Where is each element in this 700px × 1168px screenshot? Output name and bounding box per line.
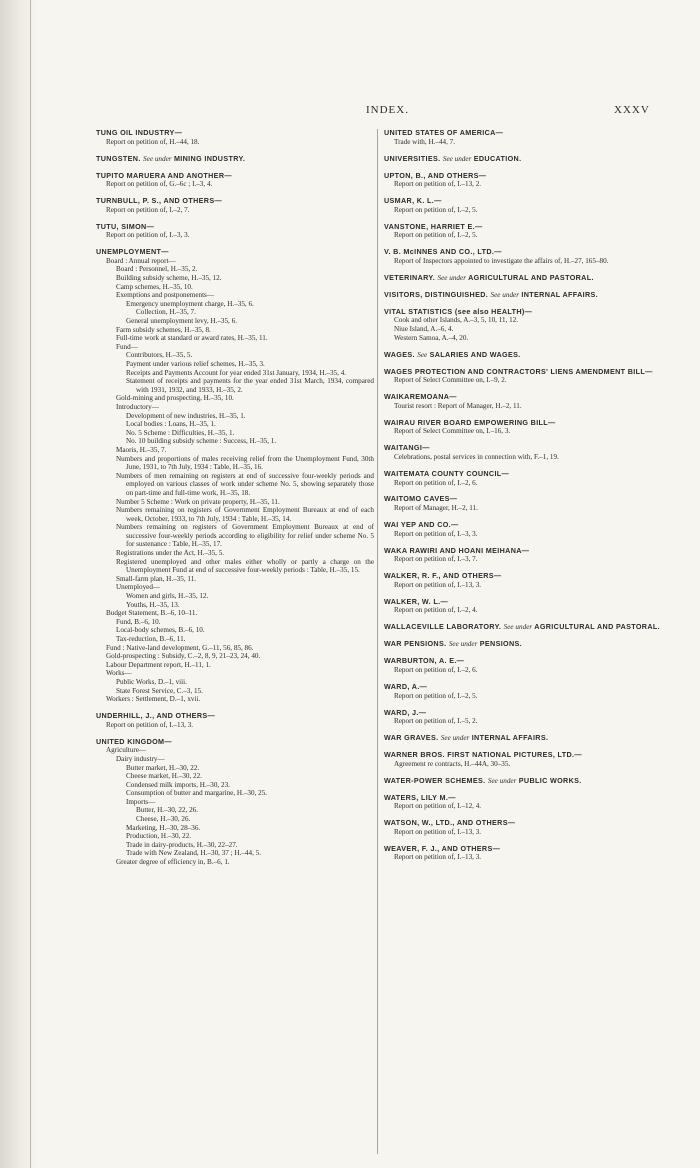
index-column-left	[96, 129, 374, 867]
index-subentry: Numbers remaining on registers of Government Employment Bureaux at end of each week, October, 1933, to 7th July, 1934 : Table, H.–35, 14.	[116, 506, 374, 523]
index-entry	[384, 521, 662, 538]
index-heading	[384, 794, 662, 803]
index-subentry: Greater degree of efficiency in, B.–6, 1.	[116, 858, 230, 867]
index-heading	[384, 495, 662, 504]
index-entry	[384, 351, 662, 360]
index-subentry: Labour Department report, H.–11, 1.	[106, 660, 211, 669]
index-subentry: Contributors, H.–35, 5.	[126, 351, 193, 360]
index-subentry: Report on petition of, I.–13, 3.	[394, 853, 482, 862]
index-subentry: Exemptions and postponements—	[116, 291, 214, 300]
index-heading	[384, 521, 662, 530]
see-under-text: See under	[437, 273, 467, 282]
index-subentry: Trade in dairy-products, H.–30, 22–27.	[126, 840, 238, 849]
index-heading	[384, 197, 662, 206]
index-subentry: Report on petition of, I.–2, 5.	[394, 691, 478, 700]
see-under-text: See under	[490, 290, 520, 299]
index-subentry: Butter market, H.–30, 22.	[126, 763, 200, 772]
index-entry	[384, 572, 662, 589]
index-heading	[384, 547, 662, 556]
page-binding-edge	[0, 0, 38, 1168]
index-subentry: Development of new industries, H.–35, 1.	[126, 411, 246, 420]
index-heading	[96, 172, 374, 181]
index-entry	[96, 172, 374, 189]
index-subentry: Budget Statement, B.–6, 10–11.	[106, 609, 198, 618]
index-heading-text: TUTU, SIMON—	[96, 221, 155, 231]
index-heading-text: WALLACEVILLE LABORATORY.	[384, 622, 502, 632]
index-heading	[384, 368, 662, 377]
index-heading-text: WAGES.	[384, 349, 415, 359]
see-under-text: See under	[503, 623, 533, 632]
index-subentry: Tax-reduction, B.–6, 11.	[116, 635, 186, 644]
index-subentry: Report on petition of, I.–2, 6.	[394, 665, 478, 674]
index-entry	[384, 444, 662, 461]
see-under-text: See under	[440, 734, 470, 743]
index-heading-text: WARBURTON, A. E.—	[384, 656, 465, 666]
index-subentry: No. 5 Scheme : Difficulties, H.–35, 1.	[126, 428, 235, 437]
cross-reference: SALARIES AND WAGES.	[429, 349, 521, 359]
index-subentry: Emergency unemployment charge, H.–35, 6.	[126, 299, 254, 308]
index-heading-text: WAI YEP AND CO.—	[384, 520, 459, 530]
index-heading-text: WALKER, R. F., AND OTHERS—	[384, 571, 502, 581]
index-heading-text: WATERS, LILY M.—	[384, 792, 456, 802]
index-subentry: Condensed milk imports, H.–30, 23.	[126, 780, 230, 789]
index-heading-text: V. B. McINNES AND CO., LTD.—	[384, 247, 502, 257]
index-heading-text: UNEMPLOYMENT—	[96, 247, 169, 257]
index-subentry: Report on petition of, I.–13, 2.	[394, 180, 482, 189]
see-under-text: See under	[442, 154, 472, 163]
index-subentry: Cheese, H.–30, 26.	[136, 815, 191, 824]
index-entry	[384, 751, 662, 768]
index-heading	[384, 444, 662, 453]
index-heading-text: UNITED STATES OF AMERICA—	[384, 128, 504, 137]
index-heading	[384, 623, 662, 632]
index-subentry: Report on petition of, I.–3, 3.	[106, 231, 190, 240]
index-heading-text: USMAR, K. L.—	[384, 196, 442, 206]
index-heading	[384, 819, 662, 828]
index-subentry: Small-farm plan, H.–35, 11.	[116, 574, 197, 583]
index-subentry: Introductory—	[116, 402, 159, 411]
index-heading	[384, 640, 662, 649]
index-heading	[384, 351, 662, 360]
index-entry	[384, 547, 662, 564]
index-subentry: Works—	[106, 669, 132, 678]
index-entry	[384, 129, 662, 146]
index-subentry: Local bodies : Loans, H.–35, 1.	[126, 420, 216, 429]
index-subentry: Report on petition of, I.–2, 5.	[394, 205, 478, 214]
index-heading-text: WAIRAU RIVER BOARD EMPOWERING BILL—	[384, 417, 556, 427]
index-subentry: Report of Select Committee on, I.–16, 3.	[394, 427, 511, 436]
cross-reference: INTERNAL AFFAIRS.	[471, 733, 549, 743]
cross-reference: PUBLIC WORKS.	[518, 775, 582, 785]
index-heading	[384, 274, 662, 283]
index-entry	[96, 197, 374, 214]
index-heading	[384, 129, 662, 138]
index-subentry: Western Samoa, A.–4, 20.	[394, 333, 469, 342]
index-entry	[96, 248, 374, 703]
index-subentry: No. 10 building subsidy scheme : Success, H.–35, 1.	[126, 437, 277, 446]
index-subentry: General unemployment levy, H.–35, 6.	[126, 317, 237, 326]
index-subentry: Full-time work at standard or award rates, H.–35, 11.	[116, 334, 268, 343]
index-heading-text: WEAVER, F. J., AND OTHERS—	[384, 843, 501, 853]
index-subentry: Report on petition of, G.–6c ; I.–3, 4.	[106, 180, 213, 189]
index-heading-text: UNITED KINGDOM—	[96, 736, 172, 746]
index-heading	[384, 419, 662, 428]
page-header	[0, 104, 700, 120]
index-heading	[384, 683, 662, 692]
index-subentry: Building subsidy scheme, H.–35, 12.	[116, 274, 222, 283]
index-entry	[384, 734, 662, 743]
index-subentry: Camp schemes, H.–35, 10.	[116, 282, 193, 291]
index-heading	[96, 223, 374, 232]
index-entry	[384, 709, 662, 726]
index-entry	[384, 223, 662, 240]
index-subentry: Fund—	[116, 342, 138, 351]
index-subentry: Report on petition of, I.–2, 4.	[394, 606, 478, 615]
index-subentry: Report on petition of, I.–3, 7.	[394, 555, 478, 564]
index-heading	[384, 734, 662, 743]
index-subentry: Fund : Native-land development, G.–11, 56, 85, 86.	[106, 643, 254, 652]
index-heading	[384, 777, 662, 786]
index-entry	[384, 845, 662, 862]
index-subentry: Report on petition of, I.–5, 2.	[394, 717, 478, 726]
index-subentry: Report on petition of, H.–44, 18.	[106, 137, 200, 146]
index-subentry: Report on petition of, I.–2, 6.	[394, 478, 478, 487]
index-heading	[384, 155, 662, 164]
index-heading	[384, 598, 662, 607]
index-subentry: Report on petition of, I.–2, 7.	[106, 205, 190, 214]
index-entry	[384, 470, 662, 487]
index-entry	[384, 777, 662, 786]
index-entry	[384, 794, 662, 811]
index-heading	[96, 197, 374, 206]
index-entry	[96, 155, 374, 164]
index-subentry: Number 5 Scheme : Work on private property, H.–35, 11.	[116, 497, 280, 506]
index-subentry: Cook and other Islands, A.–3, 5, 10, 11, 12.	[394, 316, 519, 325]
page-number: XXXV	[614, 104, 650, 116]
index-subentry: Report on petition of, I.–12, 4.	[394, 802, 482, 811]
index-entry	[384, 623, 662, 632]
cross-reference: AGRICULTURAL AND PASTORAL.	[468, 272, 594, 282]
index-subentry: Trade with, H.–44, 7.	[394, 137, 456, 146]
index-heading-text: TUNGSTEN.	[96, 153, 141, 163]
index-entry	[384, 308, 662, 342]
index-heading-text: VISITORS, DISTINGUISHED.	[384, 289, 489, 299]
index-heading	[384, 657, 662, 666]
index-heading-text: TUNG OIL INDUSTRY—	[96, 128, 183, 137]
cross-reference: MINING INDUSTRY.	[173, 153, 246, 163]
index-heading	[384, 751, 662, 760]
index-heading	[384, 572, 662, 581]
index-subentry: Numbers remaining on registers of Government Employment Bureaux at end of successive four-weekly periods according to eligibility for relief under scheme No. 5 for sustenance : Table, H.–35, 17.	[116, 523, 374, 549]
binding-line	[30, 0, 31, 1168]
index-subentry: Statement of receipts and payments for the year ended 31st March, 1934, compared with 1931, 1932, and 1933, H.–35, 2.	[126, 377, 374, 394]
index-heading	[384, 172, 662, 181]
index-heading	[96, 712, 374, 721]
index-entry	[384, 640, 662, 649]
index-heading-text: WAITEMATA COUNTY COUNCIL—	[384, 468, 510, 478]
index-heading-text: WAIKAREMOANA—	[384, 392, 457, 402]
index-heading-text: WAR GRAVES.	[384, 733, 439, 743]
index-heading-text: WATSON, W., LTD., AND OTHERS—	[384, 818, 516, 828]
cross-reference: PENSIONS.	[479, 639, 523, 649]
index-heading-text: VETERINARY.	[384, 272, 436, 282]
index-subentry: Report of Select Committee on, I.–9, 2.	[394, 376, 507, 385]
index-entry	[96, 712, 374, 729]
index-entry	[384, 248, 662, 265]
index-heading	[96, 738, 374, 747]
index-heading-text: TUPITO MARUERA AND ANOTHER—	[96, 170, 232, 180]
cross-reference: EDUCATION.	[473, 153, 522, 163]
see-under-text: See under	[448, 640, 478, 649]
index-subentry: Women and girls, H.–35, 12.	[126, 592, 209, 601]
index-heading	[384, 223, 662, 232]
index-heading-text: WATER-POWER SCHEMES.	[384, 775, 486, 785]
cross-reference: AGRICULTURAL AND PASTORAL.	[534, 622, 660, 632]
see-under-text: See	[417, 350, 428, 359]
index-heading	[384, 845, 662, 854]
index-subentry: Workers : Settlement, D.–1, xvii.	[106, 695, 201, 704]
index-entry	[384, 368, 662, 385]
index-subentry: Gold-mining and prospecting, H.–35, 10.	[116, 394, 234, 403]
index-heading-text: WAITOMO CAVES—	[384, 494, 458, 504]
index-subentry: Maoris, H.–35, 7.	[116, 445, 167, 454]
index-subentry: Report on petition of, I.–13, 3.	[106, 720, 194, 729]
index-subentry: Local-body schemes, B.–6, 10.	[116, 626, 205, 635]
index-subentry: Trade with New Zealand, H.–30, 37 ; H.–44, 5.	[126, 849, 261, 858]
index-subentry: Gold-prospecting : Subsidy, C.–2, 8, 9, 21–23, 24, 40.	[106, 652, 261, 661]
index-heading-text: UPTON, B., AND OTHERS—	[384, 170, 487, 180]
index-heading-text: WARD, J.—	[384, 707, 427, 717]
index-subentry: Registered unemployed and other males either wholly or partly a charge on the Unemployment Fund at end of successive four-weekly periods : Table, H.–35, 15.	[116, 557, 374, 575]
index-heading-text: VANSTONE, HARRIET E.—	[384, 221, 483, 231]
index-heading-text: VITAL STATISTICS (see also HEALTH)—	[384, 306, 533, 316]
index-subentry: Agreement re contracts, H.–44A, 30–35.	[394, 759, 511, 768]
index-heading-text: UNIVERSITIES.	[384, 153, 441, 163]
index-entry	[384, 172, 662, 189]
index-entry	[384, 683, 662, 700]
index-heading-text: WARD, A.—	[384, 681, 428, 691]
index-entry	[96, 223, 374, 240]
index-subentry: Celebrations, postal services in connection with, F.–1, 19.	[394, 452, 559, 461]
index-subentry: Farm subsidy schemes, H.–35, 8.	[116, 325, 211, 334]
index-heading	[384, 248, 662, 257]
index-entry	[384, 274, 662, 283]
index-heading	[384, 308, 662, 317]
index-subentry: Cheese market, H.–30, 22.	[126, 772, 202, 781]
index-entry	[384, 155, 662, 164]
index-entry	[384, 598, 662, 615]
index-subentry: Board : Annual report—	[106, 256, 176, 265]
index-entry	[96, 738, 374, 867]
index-entry	[384, 393, 662, 410]
index-subentry: Payment under various relief schemes, H.–35, 3.	[126, 360, 265, 369]
index-subentry: Numbers of men remaining on registers at end of successive four-weekly periods and employed on various classes of work under scheme No. 5, showing separately those on part-time and full-time work, H.–35, 18.	[116, 471, 374, 497]
index-subentry: Receipts and Payments Account for year ended 31st January, 1934, H.–35, 4.	[126, 368, 347, 377]
index-subentry: Marketing, H.–30, 28–36.	[126, 823, 201, 832]
index-subentry: Unemployed—	[116, 583, 161, 592]
index-subentry: Tourist resort : Report of Manager, H.–2, 11.	[394, 401, 522, 410]
index-heading-text: TURNBULL, P. S., AND OTHERS—	[96, 196, 223, 206]
index-subentry: Report on petition of, I.–13, 3.	[394, 580, 482, 589]
index-subentry: Report on petition of, I.–13, 3.	[394, 827, 482, 836]
index-subentry: Niue Island, A.–6, 4.	[394, 325, 454, 334]
index-subentry: Dairy industry—	[116, 754, 165, 763]
index-heading	[384, 291, 662, 300]
index-subentry: Report on petition of, I.–2, 5.	[394, 231, 478, 240]
index-entry	[384, 819, 662, 836]
index-subentry: Production, H.–30, 22.	[126, 832, 192, 841]
index-subentry: Report on petition of, I.–3, 3.	[394, 529, 478, 538]
index-subentry: Registrations under the Act, H.–35, 5.	[116, 549, 225, 558]
index-heading-text: WAITANGI—	[384, 443, 430, 453]
index-subentry: Report of Manager, H.–2, 11.	[394, 504, 478, 513]
index-column-right	[384, 129, 662, 862]
index-heading-text: UNDERHILL, J., AND OTHERS—	[96, 711, 216, 721]
index-heading	[384, 470, 662, 479]
index-subentry: Youths, H.–35, 13.	[126, 600, 180, 609]
index-heading-text: WAGES PROTECTION AND CONTRACTORS' LIENS AMENDMENT BILL—	[384, 366, 653, 376]
index-entry	[384, 495, 662, 512]
index-subentry: State Forest Service, C.–3, 15.	[116, 686, 203, 695]
index-entry	[96, 129, 374, 146]
index-heading	[96, 129, 374, 138]
index-heading	[384, 393, 662, 402]
index-subentry: Collection, H.–35, 7.	[136, 308, 196, 317]
index-subentry: Fund, B.–6, 10.	[116, 617, 161, 626]
index-subentry: Butter, H.–30, 22, 26.	[136, 806, 198, 815]
column-divider	[377, 129, 378, 1154]
index-subentry: Consumption of butter and margarine, H.–30, 25.	[126, 789, 268, 798]
index-subentry: Public Works, D.–1, viii.	[116, 677, 187, 686]
index-subentry: Imports—	[126, 797, 156, 806]
index-entry	[384, 657, 662, 674]
index-entry	[384, 197, 662, 214]
index-subentry: Board : Personnel, H.–35, 2.	[116, 265, 198, 274]
index-subentry: Numbers and proportions of males receiving relief from the Unemployment Fund, 30th June, 1931, to 7th July, 1934 : Table, H.–35, 16.	[116, 454, 374, 472]
index-entry	[384, 419, 662, 436]
index-heading-text: WAKA RAWIRI AND HOANI MEIHANA—	[384, 545, 530, 555]
index-heading-text: WAR PENSIONS.	[384, 639, 447, 649]
index-heading-text: WARNER BROS. FIRST NATIONAL PICTURES, LTD.—	[384, 750, 582, 760]
index-heading-text: WALKER, W. L.—	[384, 596, 448, 606]
page-title: INDEX.	[366, 104, 409, 116]
see-under-text: See under	[487, 776, 517, 785]
index-entry	[384, 291, 662, 300]
index-heading	[384, 709, 662, 718]
see-under-text: See under	[143, 154, 172, 163]
index-subentry: Report of Inspectors appointed to investigate the affairs of, H.–27, 165–80.	[394, 256, 609, 265]
index-subentry: Agriculture—	[106, 746, 147, 755]
index-heading	[96, 155, 374, 164]
index-heading	[96, 248, 374, 257]
cross-reference: INTERNAL AFFAIRS.	[521, 289, 599, 299]
